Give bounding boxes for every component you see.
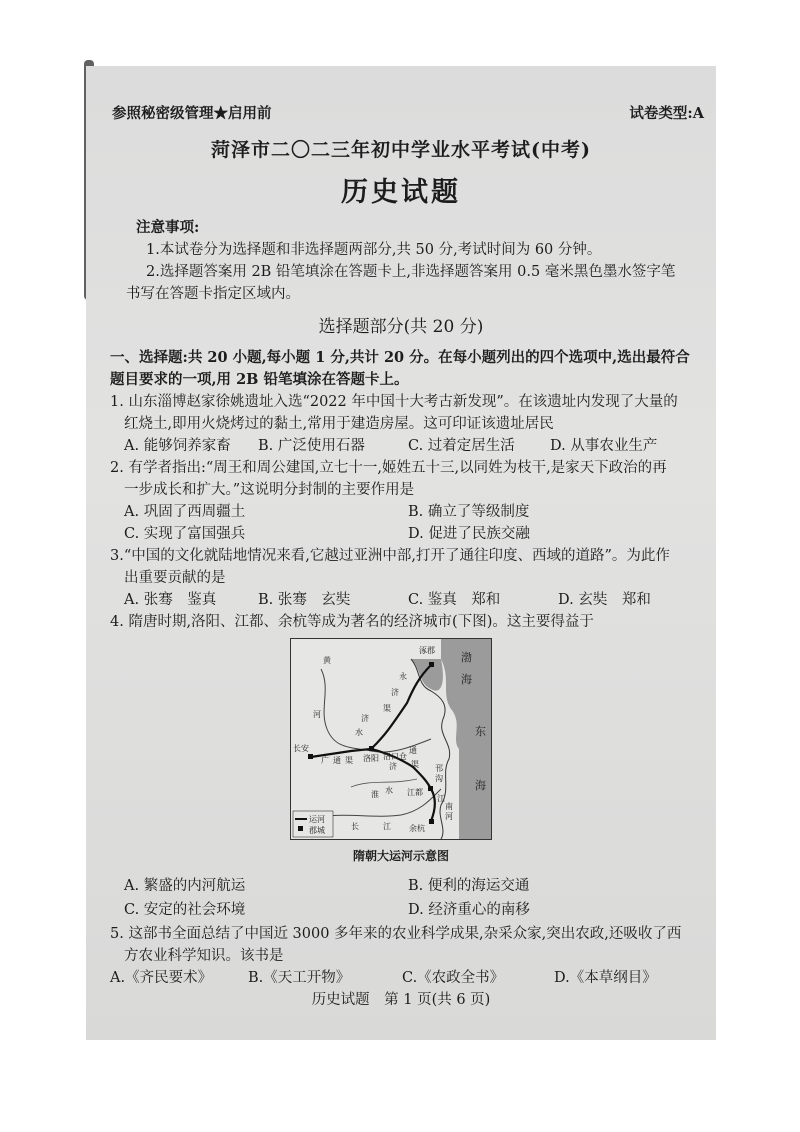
grand-canal-map-svg: [291, 639, 491, 839]
legend-city-label: 郡城: [309, 826, 325, 835]
subject-title: 历史试题: [341, 177, 461, 208]
map-label-guangtong: 通: [333, 756, 341, 765]
map-label-chang: 长: [351, 822, 359, 831]
question-5-option-c: C.《农政全书》: [402, 970, 505, 986]
exam-paper: [86, 66, 716, 1040]
jiangdu-city-marker: [428, 786, 433, 791]
map-caption: 隋朝大运河示意图: [352, 849, 449, 863]
section-title: 选择题部分(共 20 分): [318, 317, 484, 337]
map-label-jishui: 济: [361, 714, 369, 723]
question-2-option-d: D. 促进了民族交融: [408, 526, 530, 542]
yellow-river: [321, 669, 431, 752]
changan-city-marker: [308, 754, 313, 759]
question-4-stem: 4. 隋唐时期,洛阳、江都、余杭等成为著名的经济城市(下图)。这主要得益于: [110, 614, 594, 630]
instruction-line: 题目要求的一项,用 2B 铅笔填涂在答题卡上。: [110, 371, 409, 388]
map-label-luokou: 洛口仓: [383, 752, 407, 761]
question-5-option-b: B.《天工开物》: [248, 970, 351, 986]
question-1-option-c: C. 过着定居生活: [408, 438, 515, 454]
question-1-option-d: D. 从事农业生产: [550, 438, 658, 454]
map-label-bohai: 海: [461, 673, 472, 686]
question-2-stem: 一步成长和扩大。”这说明分封制的主要作用是: [124, 482, 415, 498]
map-label-yuhang: 余杭: [409, 824, 425, 833]
map-label-huai: 水: [385, 786, 393, 795]
question-5-stem: 5. 这部书全面总结了中国近 3000 多年来的农业科学成果,杂采众家,突出农政,还吸收了西: [110, 926, 682, 942]
map-label-yongji: 济: [391, 688, 399, 697]
question-1-stem: 1. 山东淄博赵家徐姚遗址入选“2022 年中国十大考古新发现”。在该遗址内发现了大量的: [110, 394, 678, 410]
map-label-zhuojun: 涿郡: [419, 646, 435, 655]
map-label-jiangnan: 江: [437, 794, 445, 803]
map-label-donghai: 东: [475, 725, 486, 738]
question-3-option-b: B. 张骞 玄奘: [258, 592, 351, 608]
map-label-tongji: 济: [389, 762, 397, 771]
legend-canal-label: 运河: [309, 815, 325, 824]
map-label-luoyang: 洛阳: [363, 754, 379, 763]
map-label-hangou: 沟: [435, 774, 443, 783]
map-label-changan: 长安: [293, 744, 309, 753]
map-label-huang: 黄: [323, 656, 331, 665]
question-1-option-b: B. 广泛使用石器: [258, 438, 365, 454]
legend-city-symbol: [298, 826, 303, 831]
question-2-option-a: A. 巩固了西周疆土: [124, 504, 246, 520]
map-label-bohai: 渤: [461, 651, 472, 664]
question-2-stem: 2. 有学者指出:“周王和周公建国,立七十一,姬姓五十三,以同姓为枝干,是家天下政治的再: [110, 460, 667, 476]
question-4-option-c: C. 安定的社会环境: [124, 902, 246, 918]
confidential-label: 参照秘密级管理★启用前: [112, 105, 272, 122]
map-label-tongji: 通: [409, 746, 417, 755]
yuhang-city-marker: [429, 819, 434, 824]
map-label-jiang: 江: [383, 822, 391, 831]
luoyang-city-marker: [369, 746, 374, 751]
notice-item: 1.本试卷分为选择题和非选择题两部分,共 50 分,考试时间为 60 分钟。: [146, 242, 602, 258]
question-3-stem: 出重要贡献的是: [124, 570, 226, 586]
map-label-yongji: 渠: [383, 704, 391, 713]
map-label-jiangnan: 河: [445, 812, 453, 821]
map-label-guangtong: 广: [321, 756, 329, 765]
map-label-hangou: 邗: [435, 764, 443, 773]
question-3-stem: 3.“中国的文化就陆地情况来看,它越过亚洲中部,打开了通往印度、西域的道路”。为此作: [110, 548, 670, 564]
question-5-option-a: A.《齐民要术》: [110, 970, 213, 986]
instruction-line: 一、选择题:共 20 小题,每小题 1 分,共计 20 分。在每小题列出的四个选项中,选出最符合: [110, 349, 690, 366]
question-1-option-a: A. 能够饲养家畜: [124, 438, 231, 454]
map-label-jiangnan: 南: [445, 802, 453, 811]
question-4-option-a: A. 繁盛的内河航运: [124, 878, 246, 894]
notice-item: 2.选择题答案用 2B 铅笔填涂在答题卡上,非选择题答案用 0.5 毫米黑色墨水签字笔: [146, 264, 676, 280]
notice-item: 书写在答题卡指定区域内。: [126, 286, 300, 302]
map-label-yongji: 永: [399, 672, 407, 681]
question-1-stem: 红烧土,即用火烧烤过的黏土,常用于建造房屋。这可印证该遗址居民: [124, 416, 554, 432]
grand-canal-map: [290, 638, 492, 840]
map-label-tongji: 渠: [411, 760, 419, 769]
huai-river: [351, 779, 417, 787]
question-4-option-b: B. 便利的海运交通: [408, 878, 530, 894]
map-label-he: 河: [313, 710, 321, 719]
map-label-guangtong: 渠: [345, 756, 353, 765]
zhuojun-city-marker: [429, 662, 434, 667]
notice-heading: 注意事项:: [136, 219, 200, 236]
question-5-stem: 方农业科学知识。该书是: [124, 948, 284, 964]
question-4-option-d: D. 经济重心的南移: [408, 902, 530, 918]
question-2-option-b: B. 确立了等级制度: [408, 504, 530, 520]
question-5-option-d: D.《本草纲目》: [554, 970, 657, 986]
map-label-huai: 淮: [371, 790, 379, 799]
paper-type-label: 试卷类型:A: [629, 105, 704, 122]
map-label-jishui: 水: [355, 728, 363, 737]
question-3-option-c: C. 鉴真 郑和: [408, 592, 501, 608]
map-label-jiangdu: 江都: [407, 788, 423, 797]
question-3-option-a: A. 张骞 鉴真: [124, 592, 217, 608]
question-3-option-d: D. 玄奘 郑和: [558, 592, 651, 608]
question-2-option-c: C. 实现了富国强兵: [124, 526, 246, 542]
exam-title: 菏泽市二〇二三年初中学业水平考试(中考): [211, 139, 591, 161]
page-footer: 历史试题 第 1 页(共 6 页): [311, 992, 491, 1008]
map-label-donghai: 海: [475, 779, 486, 792]
